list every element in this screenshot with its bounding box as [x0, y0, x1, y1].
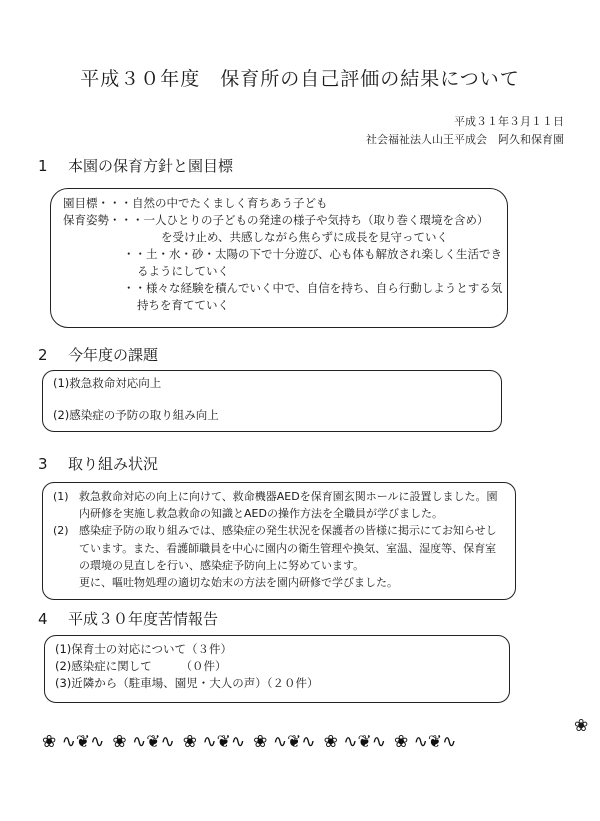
stance-line: るようにしていく	[137, 264, 229, 278]
item-text: 感染症予防の取り組みでは、感染症の発生状況を保護者の皆様に掲示にてお知らせしています。また、看護師職員を中心に園内の衛生管理や換気、室温、湿度等、保育室の環境の見直しを行い、感染症予防向上に努めています。	[79, 524, 497, 572]
stance-line: ・・土・水・砂・太陽の下で十分遊び、心も体も解放され楽しく生活でき	[123, 247, 503, 261]
stance-line: 保育姿勢・・・一人ひとりの子どもの発達の様子や気持ち（取り巻く環境を含め）	[63, 213, 489, 227]
complaints-box	[44, 635, 510, 703]
stance-line: を受け止め、共感しながら焦らずに成長を見守っていく	[161, 230, 449, 244]
goal-line: 園目標・・・自然の中でたくましく育ちあう子ども	[63, 196, 328, 210]
flower-vine-icon: ❀ ∿❦∿	[182, 732, 246, 752]
flower-vine-icon: ❀ ∿❦∿	[42, 732, 105, 752]
section-title: 取り組み状況	[68, 455, 159, 473]
issues-box	[42, 370, 502, 432]
list-item: (1)救急救命対応向上	[53, 376, 162, 390]
section-3-heading	[38, 453, 158, 474]
section-2-heading	[38, 344, 158, 365]
list-item: (3)近隣から（駐車場、園児・大人の声）（２０件）	[55, 676, 319, 690]
policy-box	[50, 188, 508, 328]
section-number: 3	[38, 455, 48, 473]
list-item: (2)感染症の予防の取り組み向上	[53, 408, 219, 422]
organization-name: 社会福祉法人山王平成会 阿久和保育園	[366, 133, 564, 146]
flower-vine-icon: ❀ ∿❦∿	[393, 732, 457, 752]
item-number	[53, 574, 79, 591]
item-text: 救急救命対応の向上に向けて、救命機器AEDを保育園玄関ホールに設置しました。園内研修を実施し救急救命の知識とAEDの操作方法を全職員が学びました。	[79, 490, 498, 521]
status-box	[42, 482, 516, 600]
list-item	[53, 574, 505, 591]
section-4-heading	[38, 608, 218, 629]
section-1-heading	[38, 155, 233, 176]
flower-icon: ❀	[574, 716, 589, 736]
section-title: 本園の保育方針と園目標	[68, 157, 234, 175]
list-item: (1)保育士の対応について（３件）	[55, 642, 233, 656]
item-number: (2)	[53, 524, 69, 538]
stance-line: ・・様々な経験を積んでいく中で、自信を持ち、自ら行動しようとする気	[123, 281, 503, 295]
document-date: 平成３１年３月１１日	[454, 115, 564, 128]
section-number: 2	[38, 346, 48, 364]
list-item	[53, 488, 505, 522]
flower-border-decoration	[42, 732, 522, 752]
section-title: 今年度の課題	[68, 346, 159, 364]
page-title: 平成３０年度 保育所の自己評価の結果について	[80, 68, 520, 90]
flower-vine-icon: ❀ ∿❦∿	[323, 732, 386, 752]
section-number: 1	[38, 157, 48, 175]
item-text: 更に、嘔吐物処理の適切な始末の方法を園内研修で学びました。	[79, 576, 398, 590]
flower-vine-icon: ❀ ∿❦∿	[253, 732, 316, 752]
list-item	[53, 522, 505, 574]
section-number: 4	[38, 610, 48, 628]
section-title: 平成３０年度苦情報告	[68, 610, 219, 628]
item-number: (1)	[53, 490, 69, 503]
list-item: (2)感染症に関して （０件）	[55, 659, 227, 673]
flower-vine-icon: ❀ ∿❦∿	[112, 732, 175, 752]
stance-line: 持ちを育てていく	[137, 298, 229, 312]
